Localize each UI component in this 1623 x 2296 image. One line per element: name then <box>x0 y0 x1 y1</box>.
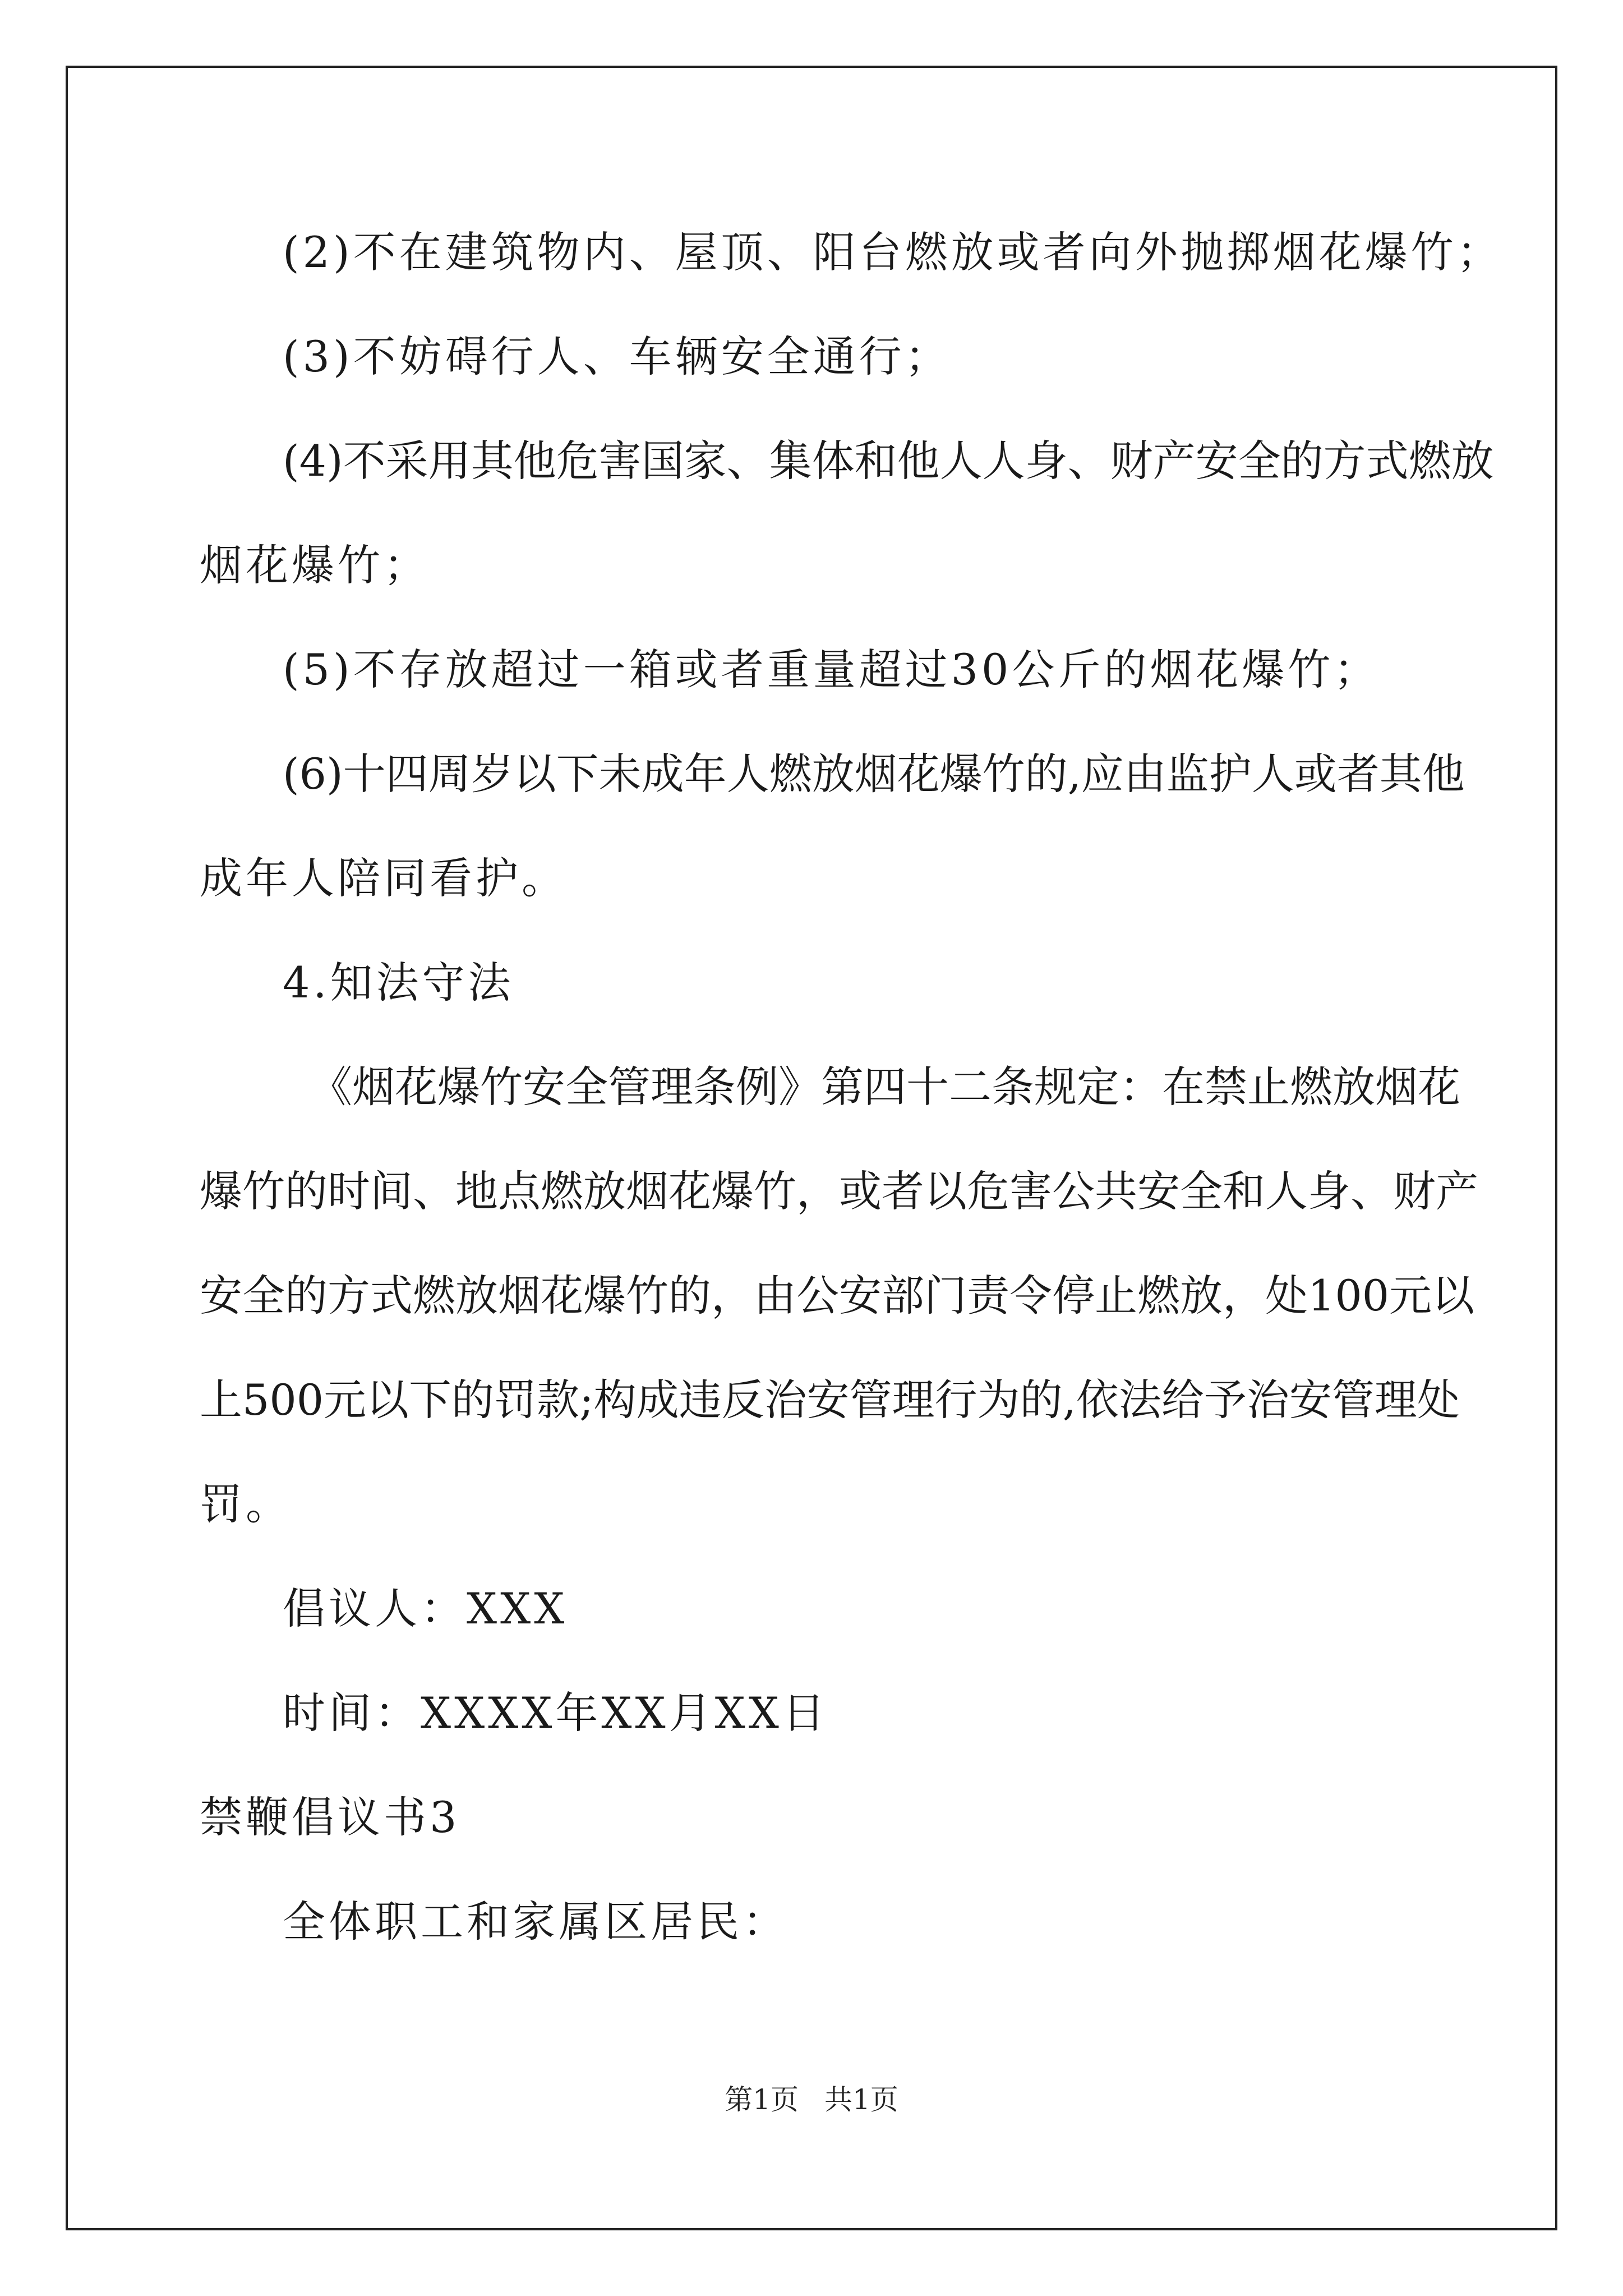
item-6-continuation: 成年人陪同看护。 <box>200 853 568 903</box>
section-heading: 4.知法守法 <box>283 958 514 1007</box>
page-footer <box>0 2080 1623 2119</box>
regulation-line-1: 《烟花爆竹安全管理条例》第四十二条规定：在禁止燃放烟花 <box>310 1062 1460 1112</box>
regulation-line-2: 爆竹的时间、地点燃放烟花爆竹，或者以危害公共安全和人身、财产 <box>200 1166 1478 1216</box>
initiator-line: 倡议人：XXX <box>283 1584 568 1634</box>
page-total: 共1页 <box>824 2083 898 2116</box>
item-4-continuation: 烟花爆竹； <box>200 540 430 590</box>
item-6-line: (6)十四周岁以下未成年人燃放烟花爆竹的,应由监护人或者其他 <box>283 749 1465 799</box>
item-5-line: (5)不存放超过一箱或者重量超过30公斤的烟花爆竹； <box>283 645 1380 694</box>
regulation-line-4: 上500元以下的罚款;构成违反治安管理行为的,依法给予治安管理处 <box>200 1375 1460 1425</box>
item-2-line: (2)不在建筑物内、屋顶、阳台燃放或者向外抛掷烟花爆竹； <box>283 227 1503 277</box>
regulation-line-3: 安全的方式燃放烟花爆竹的，由公安部门责令停止燃放，处100元以 <box>200 1271 1475 1320</box>
salutation-line: 全体职工和家属区居民： <box>283 1897 789 1947</box>
item-4-line: (4)不采用其他危害国家、集体和他人人身、财产安全的方式燃放 <box>283 436 1494 486</box>
item-3-line: (3)不妨碍行人、车辆安全通行； <box>283 332 951 381</box>
date-line: 时间：XXXX年XX月XX日 <box>283 1688 828 1738</box>
page-number: 第1页 <box>725 2083 799 2116</box>
document-title: 禁鞭倡议书3 <box>200 1792 460 1842</box>
regulation-line-5: 罚。 <box>200 1479 292 1529</box>
